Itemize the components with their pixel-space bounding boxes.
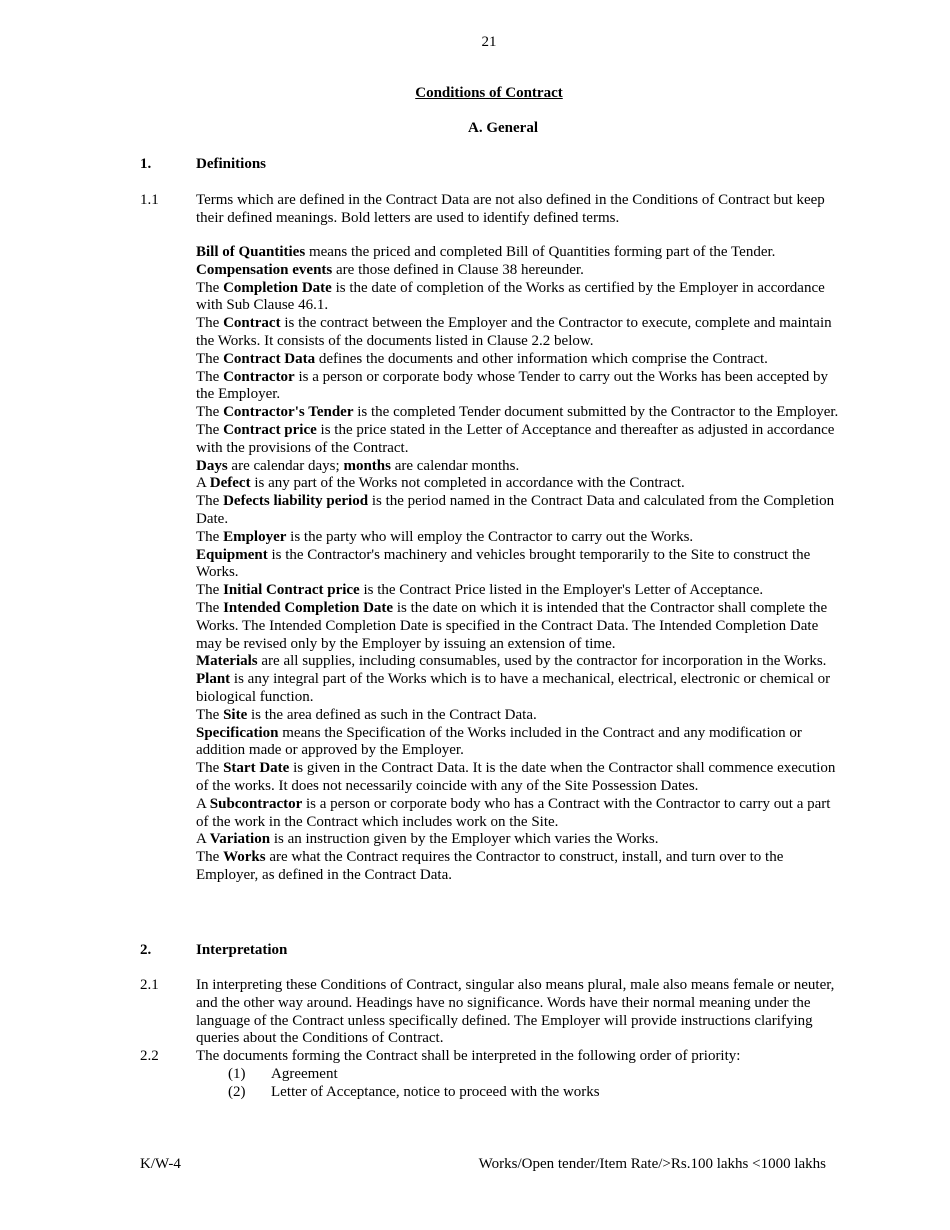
- definition-text: are calendar months.: [390, 457, 520, 474]
- defined-term: Contract Data: [223, 350, 316, 367]
- definition-text: is an instruction given by the Employer which varies the Works.: [270, 831, 659, 848]
- definition-text: is the date of completion of the Works as certified by the Employer in accordance with Sub Clause 46.1.: [196, 279, 825, 314]
- definition-prefix: The: [196, 599, 224, 616]
- priority-number: (2): [228, 1084, 246, 1100]
- definition-entry: [196, 831, 842, 849]
- definition-text: are those defined in Clause 38 hereunder.: [332, 261, 584, 278]
- definition-prefix: The: [196, 404, 224, 421]
- definition-prefix: The: [196, 368, 224, 385]
- definition-text: are what the Contract requires the Contractor to construct, install, and turn over to the Employer, as defined in the Contract Data.: [196, 849, 784, 883]
- defined-term: Site: [223, 706, 248, 723]
- definition-prefix: A: [196, 831, 210, 848]
- definition-entry: [196, 582, 842, 600]
- definition-text: is the party who will employ the Contractor to carry out the Works.: [286, 528, 694, 545]
- definition-entry: [196, 529, 842, 547]
- definition-text: is the date on which it is intended that the Contractor shall complete the Works. The Intended Completion Date is specified in the Contract Data. The Intended Completion Date may be revised only by the Employer by issuing an extension of time.: [196, 599, 828, 652]
- definition-prefix: The: [196, 760, 224, 777]
- defined-term: Plant: [196, 671, 231, 688]
- definition-text: is any integral part of the Works which is to have a mechanical, electrical, electronic or chemical or biological function.: [196, 671, 831, 705]
- definition-entry: [196, 671, 842, 707]
- defined-term: Equipment: [196, 546, 268, 563]
- clause-number: 2.2: [140, 1048, 159, 1064]
- definition-text: means the Specification of the Works included in the Contract and any modification or addition made or approved by the Employer.: [196, 724, 802, 759]
- defined-term: Bill of Quantities: [196, 244, 306, 260]
- clause-text: In interpreting these Conditions of Contract, singular also means plural, male also means female or neuter, and the other way around. Headings have no significance. Words have their normal meaning under the language of the Contract unless specifically defined. The Employer will provide instructions clarifying queries about the Conditions of Contract.: [196, 977, 835, 1047]
- definition-text: defines the documents and other information which comprise the Contract.: [315, 350, 768, 367]
- section-number: 1.: [140, 156, 152, 172]
- definition-entry: [196, 351, 842, 369]
- clause-2-2: [140, 1048, 840, 1066]
- defined-term: Contract price: [223, 421, 317, 438]
- definition-entry: [196, 653, 842, 671]
- definition-prefix: The: [196, 849, 224, 866]
- definition-prefix: The: [196, 528, 224, 545]
- definition-text: is a person or corporate body whose Tender to carry out the Works has been accepted by the Employer.: [196, 368, 828, 403]
- defined-term: Intended Completion Date: [223, 599, 394, 616]
- definition-prefix: The: [196, 706, 224, 723]
- definition-text: are all supplies, including consumables, used by the contractor for incorporation in the Works.: [257, 653, 827, 670]
- definition-entry: [196, 707, 842, 725]
- definition-text: are calendar days;: [227, 457, 344, 474]
- definition-entry: [196, 280, 842, 316]
- definition-entry: [196, 796, 842, 832]
- clause-number: 1.1: [140, 192, 159, 208]
- defined-term: Contractor's Tender: [223, 404, 354, 421]
- definition-text: is the completed Tender document submitted by the Contractor to the Employer.: [353, 404, 839, 421]
- clause-text: Terms which are defined in the Contract Data are not also defined in the Conditions of Contract but keep their defined meanings. Bold letters are used to identify defined terms.: [196, 192, 825, 226]
- definition-entry: [196, 458, 842, 476]
- definition-prefix: The: [196, 279, 224, 296]
- defined-term: Contractor: [223, 368, 295, 385]
- defined-term: Specification: [196, 724, 279, 741]
- defined-term: months: [343, 457, 391, 474]
- definition-text: is the price stated in the Letter of Acceptance and thereafter as adjusted in accordance with the provisions of the Contract.: [196, 421, 835, 456]
- definition-entry: [196, 262, 842, 280]
- section-title: Definitions: [196, 156, 267, 172]
- definition-entry: [196, 725, 842, 761]
- definition-entry: [196, 475, 842, 493]
- defined-term: Completion Date: [223, 279, 332, 296]
- definition-text: is any part of the Works not completed in accordance with the Contract.: [250, 475, 685, 492]
- defined-term: Subcontractor: [209, 795, 303, 812]
- definition-text: is the contract between the Employer and the Contractor to execute, complete and maintain the Works. It consists of the documents listed in Clause 2.2 below.: [196, 315, 832, 349]
- definition-text: is given in the Contract Data. It is the date when the Contractor shall commence execution of the works. It does not necessarily coincide with any of the Site Possession Dates.: [196, 760, 836, 794]
- definition-entry: [196, 547, 842, 583]
- definition-entry: [196, 404, 842, 422]
- footer-tender-type: Works/Open tender/Item Rate/>Rs.100 lakhs <1000 lakhs: [478, 1156, 826, 1172]
- section-number: 2.: [140, 942, 152, 958]
- defined-term: Works: [223, 849, 266, 866]
- clause-2-1: [140, 977, 840, 1048]
- defined-term: Defects liability period: [223, 493, 369, 510]
- definition-text: means the priced and completed Bill of Quantities forming part of the Tender.: [305, 244, 776, 260]
- definition-entry: [196, 422, 842, 458]
- definition-prefix: The: [196, 350, 224, 367]
- section-title: Interpretation: [196, 942, 288, 958]
- definition-prefix: The: [196, 493, 224, 510]
- definition-text: is a person or corporate body who has a Contract with the Contractor to carry out a part of the work in the Contract which includes work on the Site.: [196, 795, 831, 830]
- defined-term: Start Date: [223, 760, 290, 777]
- part-heading: A. General: [468, 120, 538, 136]
- defined-term: Initial Contract price: [223, 582, 360, 599]
- defined-term: Defect: [209, 475, 251, 492]
- definition-entry: [196, 600, 842, 653]
- definition-prefix: A: [196, 795, 210, 812]
- definition-text: is the Contract Price listed in the Employer's Letter of Acceptance.: [359, 582, 764, 599]
- defined-term: Employer: [223, 528, 287, 545]
- clause-1-1: [140, 192, 840, 228]
- footer-doc-code: K/W-4: [140, 1156, 181, 1172]
- definition-text: is the period named in the Contract Data and calculated from the Completion Date.: [196, 493, 835, 527]
- definition-entry: [196, 849, 842, 885]
- definition-prefix: The: [196, 582, 224, 599]
- defined-term: Variation: [209, 831, 271, 848]
- document-title: Conditions of Contract: [415, 85, 563, 101]
- defined-term: Contract: [223, 315, 281, 332]
- defined-term: Materials: [196, 653, 258, 670]
- defined-term: Compensation events: [196, 261, 333, 278]
- definition-prefix: The: [196, 421, 224, 438]
- definition-entry: [196, 493, 842, 529]
- definitions-list: [196, 244, 842, 885]
- priority-text: Letter of Acceptance, notice to proceed with the works: [271, 1084, 600, 1100]
- definition-prefix: The: [196, 315, 224, 332]
- defined-term: Days: [196, 457, 228, 474]
- clause-number: 2.1: [140, 977, 159, 993]
- clause-text: The documents forming the Contract shall be interpreted in the following order of priority:: [196, 1048, 741, 1064]
- definition-entry: [196, 315, 842, 351]
- definition-prefix: A: [196, 475, 210, 492]
- page-number: 21: [481, 34, 497, 50]
- definition-entry: [196, 244, 842, 262]
- definition-text: is the Contractor's machinery and vehicles brought temporarily to the Site to construct the Works.: [196, 546, 811, 581]
- priority-number: (1): [228, 1066, 246, 1082]
- definition-entry: [196, 760, 842, 796]
- priority-text: Agreement: [271, 1066, 338, 1082]
- definition-text: is the area defined as such in the Contract Data.: [247, 706, 537, 723]
- definition-entry: [196, 369, 842, 405]
